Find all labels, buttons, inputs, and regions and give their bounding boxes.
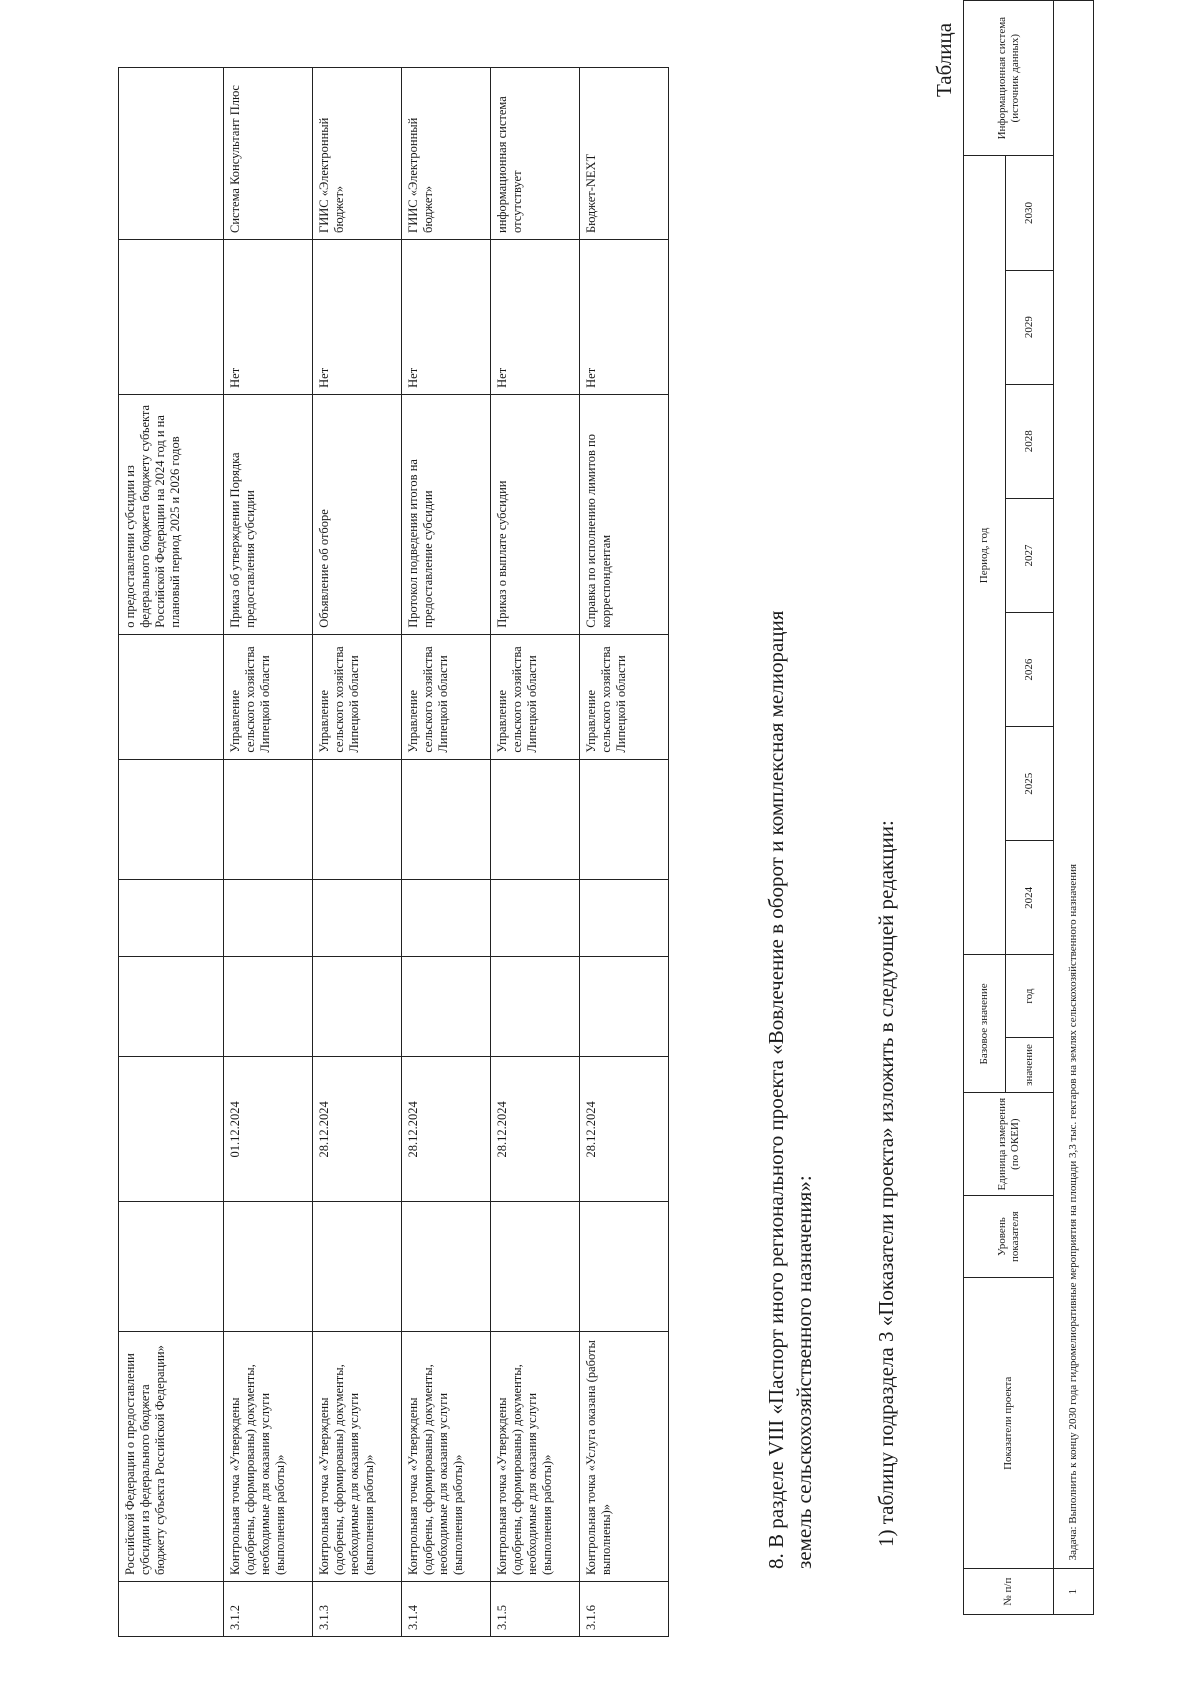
col3-cell — [224, 1202, 313, 1332]
col3-cell — [119, 1202, 224, 1332]
row-number — [119, 1582, 224, 1637]
row-number: 3.1.2 — [224, 1582, 313, 1637]
gis-cell: Нет — [491, 240, 580, 395]
responsible-cell — [119, 634, 224, 759]
header-year: 2028 — [1006, 384, 1054, 498]
gis-cell: Нет — [580, 240, 669, 395]
section-8-line2: земель сельскохозяйственного назначения»: — [792, 1175, 816, 1569]
col7-cell — [119, 759, 224, 879]
date-cell: 28.12.2024 — [402, 1057, 491, 1202]
table-row — [491, 68, 580, 1637]
header-level: Уровень показателя — [964, 1196, 1054, 1278]
section-8-paragraph — [762, 49, 818, 1569]
responsible-cell: Управление сельского хозяйства Липецкой области — [491, 634, 580, 759]
header-year: 2025 — [1006, 727, 1054, 841]
col6-cell — [224, 879, 313, 957]
col6-cell — [491, 879, 580, 957]
responsible-cell: Управление сельского хозяйства Липецкой области — [402, 634, 491, 759]
subsection-1-paragraph: 1) таблицу подраздела 3 «Показатели проекта» изложить в следующей редакции: — [874, 820, 898, 1547]
col7-cell — [580, 759, 669, 879]
col3-cell — [580, 1202, 669, 1332]
header-year: 2026 — [1006, 613, 1054, 727]
indicators-table — [963, 0, 1094, 1615]
table-label: Таблица — [932, 22, 956, 97]
gis-cell: Нет — [402, 240, 491, 395]
section-8-line1: 8. В разделе VIII «Паспорт иного регионального проекта «Вовлечение в оборот и комплексная мелиорация — [764, 610, 788, 1569]
table-row — [224, 68, 313, 1637]
date-cell: 01.12.2024 — [224, 1057, 313, 1202]
gis-cell — [119, 240, 224, 395]
header-info-system: Информационная система (источник данных) — [964, 1, 1054, 156]
col6-cell — [580, 879, 669, 957]
col5-cell — [580, 957, 669, 1057]
header-period: Период, год — [964, 156, 1006, 955]
col5-cell — [119, 957, 224, 1057]
date-cell — [119, 1057, 224, 1202]
responsible-cell: Управление сельского хозяйства Липецкой области — [580, 634, 669, 759]
row-number: 3.1.4 — [402, 1582, 491, 1637]
row-number: 3.1.6 — [580, 1582, 669, 1637]
control-point-name: Контрольная точка «Услуга оказана (работы выполнены)» — [580, 1332, 669, 1582]
date-cell: 28.12.2024 — [313, 1057, 402, 1202]
document-cell: Приказ о выплате субсидии — [491, 394, 580, 634]
col5-cell — [491, 957, 580, 1057]
header-unit: Единица измерения (по ОКЕИ) — [964, 1093, 1054, 1196]
table-row — [402, 68, 491, 1637]
information-system-cell — [119, 68, 224, 240]
control-point-name: Российской Федерации о предоставлении субсидии из федерального бюджета бюджету субъекта Российской Федерации» — [119, 1332, 224, 1582]
information-system-cell: Система Консультант Плюс — [224, 68, 313, 240]
control-point-name: Контрольная точка «Утверждены (одобрены, сформированы) документы, необходимые для оказания услуги (выполнения работы)» — [224, 1332, 313, 1582]
information-system-cell: Бюджет-NEXT — [580, 68, 669, 240]
header-year: 2030 — [1006, 156, 1054, 270]
row-number: 3.1.3 — [313, 1582, 402, 1637]
col6-cell — [402, 879, 491, 957]
date-cell: 28.12.2024 — [580, 1057, 669, 1202]
responsible-cell: Управление сельского хозяйства Липецкой области — [224, 634, 313, 759]
col3-cell — [313, 1202, 402, 1332]
information-system-cell: ГИИС «Электронный бюджет» — [402, 68, 491, 240]
information-system-cell: информационная система отсутствует — [491, 68, 580, 240]
document-cell: Приказ об утверждении Порядка предоставления субсидии — [224, 394, 313, 634]
table-row — [313, 68, 402, 1637]
header-num: № п/п — [964, 1569, 1054, 1615]
control-point-name: Контрольная точка «Утверждены (одобрены, сформированы) документы, необходимые для оказания услуги (выполнения работы)» — [402, 1332, 491, 1582]
header-indicators: Показатели проекта — [964, 1278, 1054, 1569]
information-system-cell: ГИИС «Электронный бюджет» — [313, 68, 402, 240]
task-row-num: 1 — [1054, 1569, 1094, 1615]
row-number: 3.1.5 — [491, 1582, 580, 1637]
responsible-cell: Управление сельского хозяйства Липецкой области — [313, 634, 402, 759]
date-cell: 28.12.2024 — [491, 1057, 580, 1202]
task-text: Задача: Выполнить к концу 2030 года гидромелиоративные мероприятия на площади 3,3 тыс. гектаров на землях сельскохозяйственного назначения — [1054, 1, 1094, 1569]
header-base-value: значение — [1006, 1037, 1054, 1093]
col7-cell — [402, 759, 491, 879]
header-year: 2024 — [1006, 841, 1054, 955]
header-year: 2027 — [1006, 498, 1054, 612]
col7-cell — [224, 759, 313, 879]
col5-cell — [402, 957, 491, 1057]
header-year: 2029 — [1006, 270, 1054, 384]
table-row — [119, 68, 224, 1637]
col6-cell — [313, 879, 402, 957]
col3-cell — [491, 1202, 580, 1332]
col5-cell — [224, 957, 313, 1057]
gis-cell: Нет — [224, 240, 313, 395]
table-row — [580, 68, 669, 1637]
col6-cell — [119, 879, 224, 957]
col3-cell — [402, 1202, 491, 1332]
document-cell: Справка по исполнению лимитов по корреспондентам — [580, 394, 669, 634]
col7-cell — [313, 759, 402, 879]
header-base-year: год — [1006, 955, 1054, 1037]
document-cell: о предоставлении субсидии из федерального бюджета бюджету субъекта Российской Федерации на 2024 год и на плановый период 2025 и 2026 годов — [119, 394, 224, 634]
control-points-table — [118, 67, 669, 1637]
control-point-name: Контрольная точка «Утверждены (одобрены, сформированы) документы, необходимые для оказания услуги (выполнения работы)» — [491, 1332, 580, 1582]
document-cell: Протокол подведения итогов на предоставление субсидии — [402, 394, 491, 634]
col5-cell — [313, 957, 402, 1057]
header-base: Базовое значение — [964, 955, 1006, 1093]
gis-cell: Нет — [313, 240, 402, 395]
document-cell: Объявление об отборе — [313, 394, 402, 634]
col7-cell — [491, 759, 580, 879]
control-point-name: Контрольная точка «Утверждены (одобрены, сформированы) документы, необходимые для оказания услуги (выполнения работы)» — [313, 1332, 402, 1582]
